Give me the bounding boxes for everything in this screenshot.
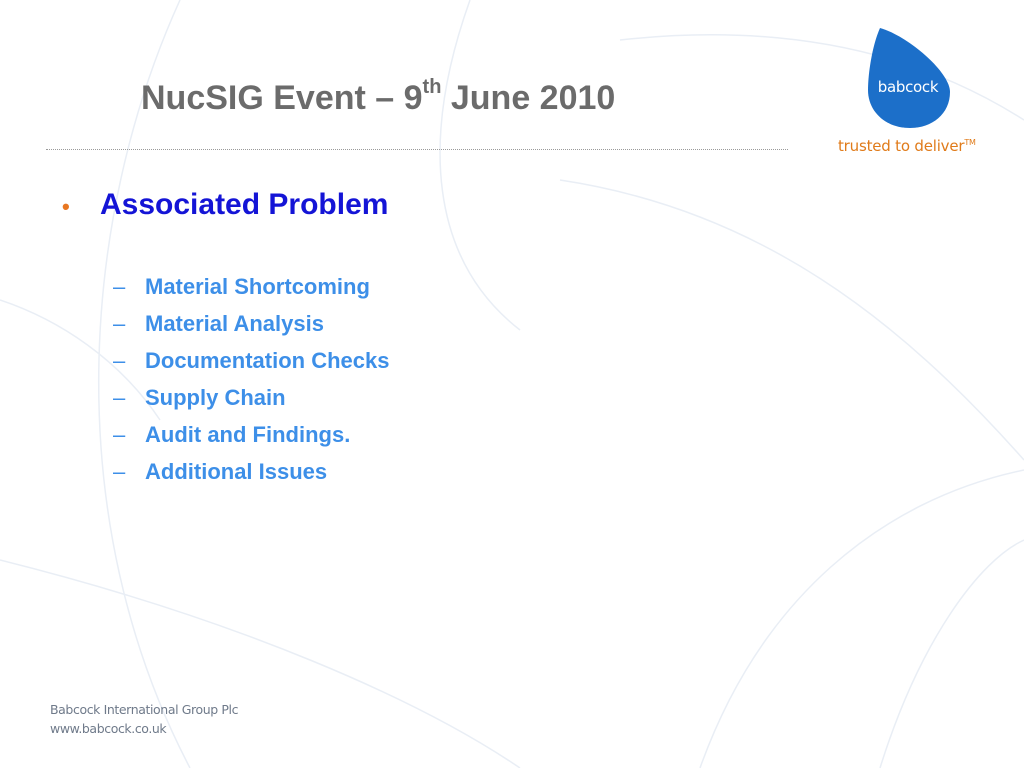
title-end: June 2010 [441,79,616,117]
list-item-text: Additional Issues [145,459,328,484]
dash-icon: – [113,459,126,484]
logo-tagline [838,137,976,155]
slide-title [141,75,616,118]
dash-icon: – [113,422,126,447]
bullet-heading: Associated Problem [100,188,389,221]
list-item [113,385,390,422]
list-item-text: Material Analysis [145,311,324,336]
sub-bullet-list [113,274,390,496]
trademark-mark: TM [964,138,976,147]
dash-icon: – [113,274,126,299]
footer-company-name: Babcock International Group Plc [50,702,239,717]
list-item [113,459,390,496]
dash-icon: – [113,348,126,373]
dash-icon: – [113,311,126,336]
list-item [113,348,390,385]
dash-icon: – [113,385,126,410]
list-item-text: Material Shortcoming [145,274,370,299]
bullet-icon: • [62,194,70,219]
list-item [113,274,390,311]
tagline-text: trusted to deliver [838,137,965,155]
list-item-text: Documentation Checks [145,348,390,373]
footer-website-link[interactable]: www.babcock.co.uk [50,721,167,736]
list-item-text: Supply Chain [145,385,286,410]
title-main: NucSIG Event – 9 [141,79,423,117]
title-superscript: th [422,75,442,98]
title-divider [46,149,788,150]
bullet-item [62,188,388,222]
list-item [113,422,390,459]
logo-wordmark: babcock [877,78,939,96]
list-item [113,311,390,348]
list-item-text: Audit and Findings. [145,422,351,447]
